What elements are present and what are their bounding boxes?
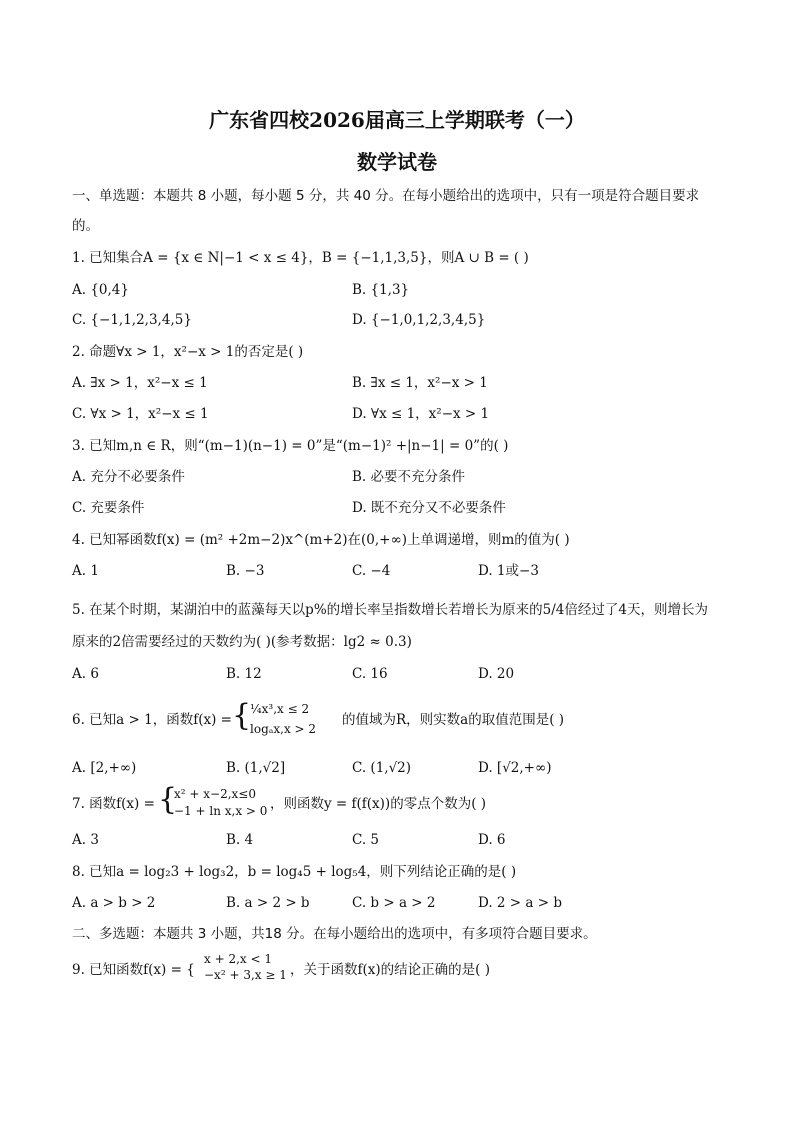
q2-option-c: C. ∀x > 1，x²−x ≤ 1 xyxy=(72,406,209,422)
section1-heading-cont: 的。 xyxy=(72,218,99,234)
q4-option-b: B. −3 xyxy=(226,563,265,579)
q5-option-a: A. 6 xyxy=(72,666,99,682)
q4-option-a: A. 1 xyxy=(72,563,99,579)
q7-piecewise-brace: { xyxy=(158,782,178,817)
q5-option-c: C. 16 xyxy=(352,666,388,682)
q8-option-b: B. a > 2 > b xyxy=(226,895,310,911)
q7-option-a: A. 3 xyxy=(72,832,99,848)
q9-stem-start: 9. 已知函数f(x) = { xyxy=(72,962,195,978)
q6-option-c: C. (1,√2) xyxy=(352,760,412,776)
q7-option-b: B. 4 xyxy=(226,832,254,848)
q6-option-b: B. (1,√2] xyxy=(226,760,286,776)
q6-option-d: D. [√2,+∞) xyxy=(478,760,552,776)
q3-stem: 3. 已知m,n ∈ R，则“(m−1)(n−1) = 0”是“(m−1)² +|n−1| = 0”的( ) xyxy=(72,438,509,454)
q6-piecewise-brace: { xyxy=(232,698,252,733)
q2-option-b: B. ∃x ≤ 1，x²−x > 1 xyxy=(352,375,488,391)
q3-option-d: D. 既不充分又不必要条件 xyxy=(352,500,506,516)
q5-option-d: D. 20 xyxy=(478,666,515,682)
q3-option-b: B. 必要不充分条件 xyxy=(352,469,466,485)
q2-option-d: D. ∀x ≤ 1，x²−x > 1 xyxy=(352,406,490,422)
section1-heading: 一、单选题：本题共 8 小题，每小题 5 分，共 40 分。在每小题给出的选项中，只有一项是符合题目要求 xyxy=(72,188,700,204)
q7-case1: x² + x−2,x≤0 xyxy=(174,787,256,801)
q3-option-a: A. 充分不必要条件 xyxy=(72,469,185,485)
q8-stem: 8. 已知a = log₂3 + log₃2，b = log₄5 + log₅4，则下列结论正确的是( ) xyxy=(72,864,517,880)
q1-option-b: B. {1,3} xyxy=(352,282,410,298)
q6-case2: logₐx,x > 2 xyxy=(250,722,317,736)
q2-option-a: A. ∃x > 1，x²−x ≤ 1 xyxy=(72,375,208,391)
section2-heading: 二、多选题：本题共 3 小题，共18 分。在每小题给出的选项中，有多项符合题目要求。 xyxy=(72,926,597,942)
q1-option-d: D. {−1,0,1,2,3,4,5} xyxy=(352,312,486,328)
exam-subtitle: 数学试卷 xyxy=(357,150,437,174)
q7-stem-start: 7. 函数f(x) = xyxy=(72,796,155,812)
q4-stem: 4. 已知幂函数f(x) = (m² +2m−2)x^(m+2)在(0,+∞)上单调递增，则m的值为( ) xyxy=(72,532,570,548)
q1-option-c: C. {−1,1,2,3,4,5} xyxy=(72,312,192,328)
q6-stem-end: 的值域为R，则实数a的取值范围是( ) xyxy=(342,712,565,728)
q9-stem-end: ，关于函数f(x)的结论正确的是( ) xyxy=(290,962,490,978)
q5-option-b: B. 12 xyxy=(226,666,262,682)
q5-stem-line2: 原来的2倍需要经过的天数约为( )(参考数据：lg2 ≈ 0.3) xyxy=(72,634,412,650)
q2-stem: 2. 命题∀x > 1，x²−x > 1的否定是( ) xyxy=(72,344,304,360)
q6-option-a: A. [2,+∞) xyxy=(72,760,137,776)
exam-title: 广东省四校2026届高三上学期联考（一） xyxy=(209,108,585,132)
q8-option-c: C. b > a > 2 xyxy=(352,895,436,911)
q7-stem-end: ，则函数y = f(f(x))的零点个数为( ) xyxy=(270,796,487,812)
q1-stem: 1. 已知集合A = {x ∈ N|−1 < x ≤ 4}，B = {−1,1,3,5}，则A ∪ B = ( ) xyxy=(72,250,529,266)
q8-option-d: D. 2 > a > b xyxy=(478,895,562,911)
q4-option-c: C. −4 xyxy=(352,563,391,579)
q6-stem-start: 6. 已知a > 1，函数f(x) = xyxy=(72,712,232,728)
q1-option-a: A. {0,4} xyxy=(72,282,129,298)
q9-case2: −x² + 3,x ≥ 1 xyxy=(204,968,287,982)
q8-option-a: A. a > b > 2 xyxy=(72,895,156,911)
q9-case1: x + 2,x < 1 xyxy=(204,952,272,966)
q7-option-c: C. 5 xyxy=(352,832,380,848)
q5-stem-line1: 5. 在某个时期，某湖泊中的蓝藻每天以p%的增长率呈指数增长若增长为原来的5/4倍经过了4天，则增长为 xyxy=(72,602,708,618)
q7-option-d: D. 6 xyxy=(478,832,506,848)
q3-option-c: C. 充要条件 xyxy=(72,500,145,516)
q7-case2: −1 + ln x,x > 0 xyxy=(174,804,268,818)
q6-case1: ¼x³,x ≤ 2 xyxy=(250,702,310,716)
q4-option-d: D. 1或−3 xyxy=(478,563,539,579)
